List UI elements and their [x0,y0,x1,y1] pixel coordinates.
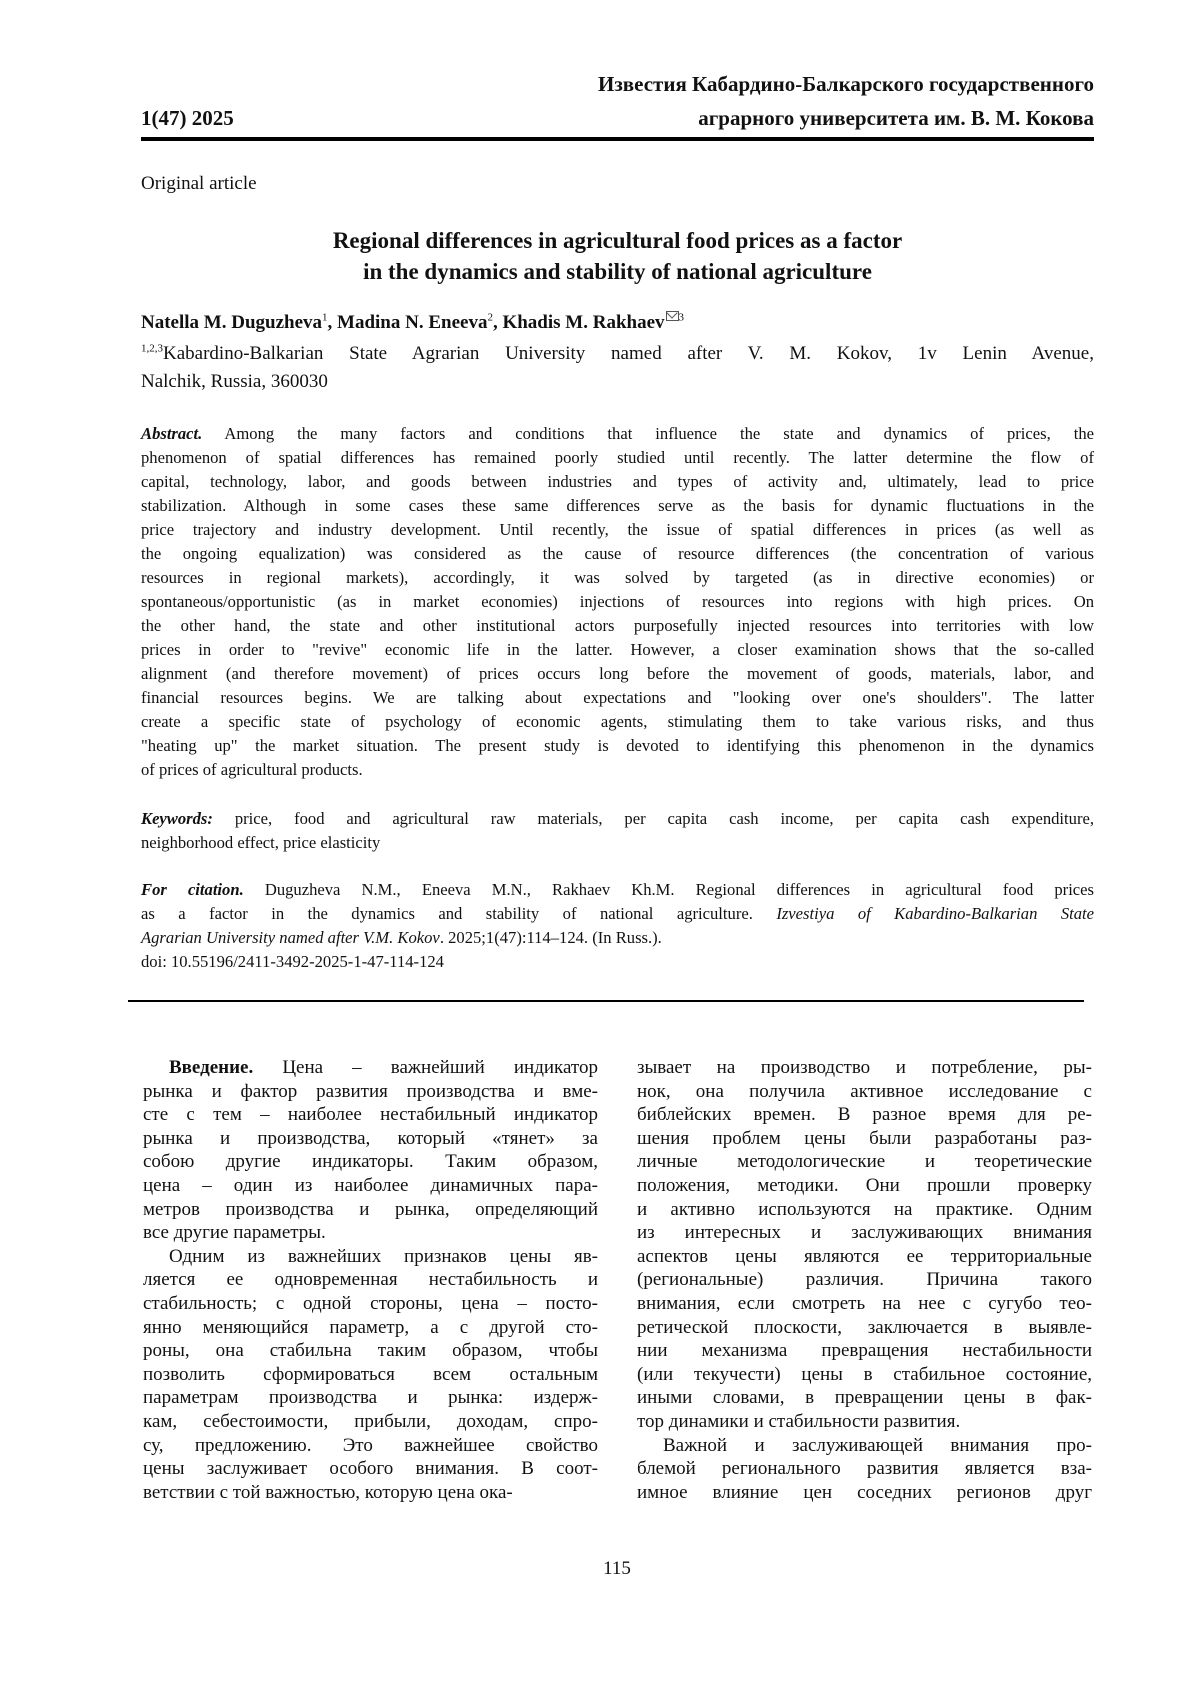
text-line: ветствии с той важностью, которую цена ока- [143,1481,598,1505]
keywords [141,807,1094,855]
text-line: of prices of agricultural products. [141,758,1094,782]
keywords-text: price, food and agricultural raw materials, per capita cash income, per capita cash expenditure, [213,809,1094,828]
text-line: личные методологические и теоретические [637,1150,1092,1174]
text-line: зывает на производство и потребление, ры- [637,1056,1092,1080]
text-line: "heating up" the market situation. The present study is devoted to identifying this phenomenon in the dynamics [141,734,1094,758]
page-number: 115 [0,1556,1200,1582]
text-line: price trajectory and industry development. Until recently, the issue of spatial differences in prices (as well as [141,518,1094,542]
text-line: аспектов цены являются ее территориальные [637,1245,1092,1269]
intro-heading: Введение. [169,1057,253,1078]
author-name: Natella M. Duguzheva [141,312,322,333]
header-rule [141,137,1094,141]
abstract [141,422,1094,782]
citation-label: For citation. [141,880,244,899]
text-line: create a specific state of psychology of economic agents, stimulating them to take various risks, and thus [141,710,1094,734]
text-line: phenomenon of spatial differences has remained poorly studied until recently. The latter determine the flow of [141,446,1094,470]
author-name: Khadis M. Rakhaev [502,312,664,333]
author-sup: 3 [679,312,685,324]
text-line: рынка и фактор развития производства и вме- [143,1080,598,1104]
text-line: нии механизма превращения нестабильности [637,1339,1092,1363]
text-line: и активно используются на практике. Одним [637,1198,1092,1222]
body-column-right [637,1056,1092,1504]
text-line: prices in order to "revive" economic life in the latter. However, a closer examination shows that the so-called [141,638,1094,662]
citation-text: . 2025;1(47):114–124. (In Russ.). [440,928,662,947]
text-line: capital, technology, labor, and goods between industries and types of activity and, ultimately, lead to price [141,470,1094,494]
separator: , [328,312,338,333]
text-line: внимания, если смотреть на нее с сугубо тео- [637,1292,1092,1316]
text-line: сте с тем – наиболее нестабильный индикатор [143,1103,598,1127]
journal-title-line1: Известия Кабардино-Балкарского государственного [598,71,1094,97]
text-line: блемой регионального развития является вза- [637,1457,1092,1481]
text-line: Одним из важнейших признаков цены яв- [143,1245,598,1269]
title-line1: Regional differences in agricultural food prices as a factor [141,225,1094,256]
text-line [141,422,1094,446]
text-line: су, предложению. Это важнейшее свойство [143,1434,598,1458]
text-line: стабильность; с одной стороны, цена – посто- [143,1292,598,1316]
citation-line [141,878,1094,902]
title-line2: in the dynamics and stability of national agriculture [141,256,1094,287]
keywords-line [141,807,1094,831]
citation-line [141,926,1094,950]
author-name: Madina N. Eneeva [337,312,487,333]
text-line: все другие параметры. [143,1221,598,1245]
citation-doi[interactable]: doi: 10.55196/2411-3492-2025-1-47-114-124 [141,950,1094,974]
citation-text: Duguzheva N.M., Eneeva M.N., Rakhaev Kh.M. Regional differences in agricultural food prices [244,880,1094,899]
text-line: alignment (and therefore movement) of prices occurs long before the movement of goods, materials, labor, and [141,662,1094,686]
text-line [143,1056,598,1080]
text-line: положения, методики. Они прошли проверку [637,1174,1092,1198]
text-line: метров производства и рынка, определяющий [143,1198,598,1222]
text-line: позволить сформироваться всем остальным [143,1363,598,1387]
envelope-icon[interactable] [666,311,679,321]
journal-title-line2: аграрного университета им. В. М. Кокова [698,105,1094,131]
author-sup: 1 [322,312,328,324]
affiliation-text: Kabardino-Balkarian State Agrarian University named after V. M. Kokov, 1v Lenin Avenue, [163,343,1094,364]
keywords-line: neighborhood effect, price elasticity [141,831,1094,855]
text-line: библейских времен. В разное время для ре- [637,1103,1092,1127]
citation [141,878,1094,974]
citation-text: as a factor in the dynamics and stability of national agriculture. [141,904,776,923]
text-line: (региональные) различия. Причина такого [637,1268,1092,1292]
citation-journal: Izvestiya of Kabardino-Balkarian State [776,904,1094,923]
text-line: financial resources begins. We are talking about expectations and "looking over one's shoulders". The latter [141,686,1094,710]
text-line: рынка и производства, который «тянет» за [143,1127,598,1151]
text-line: (или текучести) цены в стабильное состояние, [637,1363,1092,1387]
text-line: the other hand, the state and other institutional actors purposefully injected resources into territories with low [141,614,1094,638]
citation-line [141,902,1094,926]
body-text: Цена – важнейший индикатор [253,1057,598,1078]
citation-journal: Agrarian University named after V.M. Kokov [141,928,440,947]
text-line: параметрам производства и рынка: издерж- [143,1386,598,1410]
text-line: Важной и заслуживающей внимания про- [637,1434,1092,1458]
text-line: stabilization. Although in some cases these same differences serve as the basis for dynamic fluctuations in the [141,494,1094,518]
author-sup: 2 [487,312,493,324]
text-line: янно меняющийся параметр, а с другой сто- [143,1316,598,1340]
article-type: Original article [141,171,257,197]
affiliation [141,340,1094,396]
affiliation-sup: 1,2,3 [141,343,163,355]
section-divider [128,1000,1084,1002]
text-line: the ongoing equalization) was considered as the cause of resource differences (the concentration of various [141,542,1094,566]
affiliation-line: Nalchik, Russia, 360030 [141,368,1094,396]
text-line: ляется ее одновременная нестабильность и [143,1268,598,1292]
abstract-text: Among the many factors and conditions that influence the state and dynamics of prices, the [202,424,1094,443]
text-line: собою другие индикаторы. Таким образом, [143,1150,598,1174]
text-line: spontaneous/opportunistic (as in market economies) injections of resources into regions with high prices. On [141,590,1094,614]
text-line: resources in regional markets), accordingly, it was solved by targeted (as in directive economies) or [141,566,1094,590]
text-line: кам, себестоимости, прибыли, доходам, спро- [143,1410,598,1434]
text-line: цена – один из наиболее динамичных пара- [143,1174,598,1198]
text-line: цены заслуживает особого внимания. В соот- [143,1457,598,1481]
affiliation-line [141,340,1094,368]
body-column-left [143,1056,598,1504]
text-line: нок, она получила активное исследование с [637,1080,1092,1104]
text-line: иными словами, в превращении цены в фак- [637,1386,1092,1410]
text-line: ретической плоскости, заключается в выявле- [637,1316,1092,1340]
text-line: роны, она стабильна таким образом, чтобы [143,1339,598,1363]
text-line: из интересных и заслуживающих внимания [637,1221,1092,1245]
abstract-label: Abstract. [141,424,202,443]
keywords-label: Keywords: [141,809,213,828]
issue-number: 1(47) 2025 [141,105,234,131]
separator: , [493,312,503,333]
authors [141,310,684,336]
text-line: имное влияние цен соседних регионов друг [637,1481,1092,1505]
text-line: тор динамики и стабильности развития. [637,1410,1092,1434]
text-line: шения проблем цены были разработаны раз- [637,1127,1092,1151]
